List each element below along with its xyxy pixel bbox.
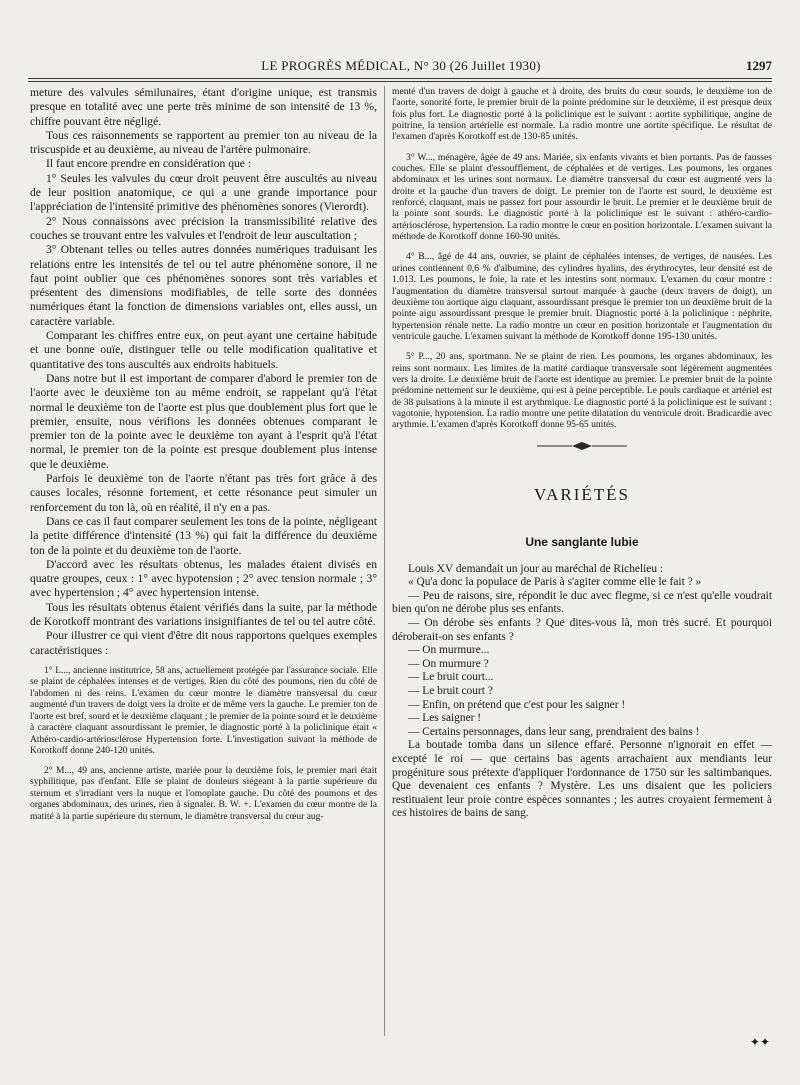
left-body-text (30, 86, 377, 658)
header-rule (28, 78, 772, 79)
divider-flourish (537, 441, 627, 451)
paragraph: — Certains personnages, dans leur sang, prendraient des bains ! (408, 725, 700, 738)
right-column (392, 86, 772, 821)
case-report: 3° W..., ménagère, âgée de 49 ans. Mariée, six enfants vivants et bien portants. Pas de fausses couches. Elle se plaint d'essoufflement, de céphalées et de vertiges. Les poumons, les organes abdominaux et les urines sont normaux. Le diamètre transversal du cœur est augmenté vers la droite et la gauche d'un travers de doigt. Le premier ton de l'aorte est sourd, le deuxième est renforcé, claquant, mais ne passez fort pour assourdir le bruit. Le premier et le deuxième bruit de la pointe sont sourds. Le diagnostic porté à la policlinique est le suivant : athéro-cardio-artériosclérose, hypertension. La radio montre le cœur en position horizontale. L'examen suivant la méthode de Korotkoff donne 160-90 unités. (392, 151, 772, 243)
case-report: 2° M..., 49 ans, ancienne artiste, mariée pour la deuxième fois, le premier mari était syphilitique, pas d'enfant. Elle se plaint de douleurs siégeant à la partie supérieure du sternum et s'irradiant vers la nuque et l'omoplate gauche. Du côté des poumons et des organes abdominaux, des urines, rien à signaler. B. W. +. L'examen du cœur montre de la matité à la partie supérieure du sternum, le diamètre transversal du cœur aug- (30, 765, 377, 822)
article-body (392, 563, 772, 821)
paragraph: La boutade tomba dans un silence effaré. Personne n'ignorait en effet — excepté le roi — que certains bas agents arrachaient aux mendiants leur progéniture sous prétexte d'appliquer l'ordonnance de 1750 sur les saltimbanques. Que devenaient ces enfants ? Mystère. Les uns disaient que les policiers restituaient leur proie contre espèces sonnantes ; les autres croyaient fermement à ces histoires de bains de sang. (392, 739, 772, 820)
paragraph: 1° Seules les valvules du cœur droit peuvent être auscultés au niveau de leur position anatomique, ce qui a une grande importance pour l'appréciation de l'intensité primitive des phénomènes sonores (Vierordt). (30, 171, 377, 214)
paragraph: — Peu de raisons, sire, répondit le duc avec flegme, si ce n'est qu'elle voudrait bien qu'on ne dérobe plus ses enfants. (392, 589, 772, 616)
paragraph: Dans ce cas il faut comparer seulement les tons de la pointe, négligeant la petite différence d'intensité (13 %) qui fait la différence du deuxième ton de la pointe et du deuxième ton de l'aorte. (30, 514, 377, 557)
paragraph: Tous les résultats obtenus étaient vérifiés dans la suite, par la méthode de Korotkoff montrant des variations insignifiantes de tel ou tel autre côté. (30, 600, 377, 628)
paragraph: meture des valvules sémilunaires, étant d'origine unique, est transmis presque en totalité avec une perte très minime de son intensité de 13 %, chiffre pouvant être négligé. (30, 86, 377, 128)
end-ornament-icon: ✦✦ (749, 1035, 770, 1049)
section-divider (392, 440, 772, 455)
paragraph: Il faut encore prendre en considération que : (46, 157, 252, 171)
case-reports (30, 666, 377, 824)
paragraph: — Enfin, on prétend que c'est pour les saigner ! (408, 698, 626, 711)
case-report: menté d'un travers de doigt à gauche et à droite, des bruits du cœur sourds, le deuxième ton de l'aorte, sonorité forte, le premier bruit de la pointe prédomine sur le deuxième, il est presque deux fois plus fort. Le diagnostic porté à la policlinique est le suivant : aortite syphilitique, angine de poitrine, la tension artérielle est normale. La radio montre une aortite spécifique. Le résultat de l'examen d'après Korotkoff est de 130-85 unités. (392, 86, 772, 143)
case-reports-continued (392, 86, 772, 431)
journal-title: LE PROGRÈS MÉDICAL, N° 30 (26 Juillet 1930) (261, 58, 541, 73)
paragraph: 2° Nous connaissons avec précision la transmissibilité relative des couches se trouvant entre les valvules et l'endroit de leur auscultation ; (30, 214, 377, 242)
paragraph: — On dérobe ses enfants ? Que dites-vous là, mon très sucré. Et pourquoi déroberait-on ses enfants ? (392, 617, 772, 643)
paragraph: — Les saigner ! (408, 712, 482, 725)
running-header (30, 58, 772, 78)
case-report: 4° B..., âgé de 44 ans, ouvrier, se plaint de céphalées intenses, de vertiges, de nausées. Les urines contiennent 0,6 % d'albumine, des cylindres hyalins, des érythrocytes, leur densité est de 1.013. Les poumons, le foie, la rate et les intestins sont normaux. L'examen du cœur montre : l'augmentation du diamètre transversal surtout marquée à gauche (deux travers de doigt), un deuxième ton aortique aigu claquant, assourdissant presque le premier ton un deuxième bruit de la pointe aigu assourdissant presque le premier bruit. Diagnostic porté à la policlinique : néphrite, hypertension rénale nette. La radio montre un cœur en position horizontale et l'augmentation du ventricule gauche. L'examen suivant la méthode de Korotkoff donne 195-130 unités. (392, 251, 772, 342)
paragraph: — Le bruit court ? (408, 684, 493, 697)
column-divider (384, 86, 385, 1036)
page-number: 1297 (746, 58, 772, 73)
article-title: Une sanglante lubie (525, 534, 639, 549)
paragraph: Comparant les chiffres entre eux, on peut ayant une certaine habitude et une bonne ouïe, distinguer telle ou telle modification qualitative et quantitative des tons auscultés aux endroits habituels. (30, 329, 377, 371)
paragraph: Pour illustrer ce qui vient d'être dit nous rapportons quelques exemples caractéristiques : (30, 629, 377, 657)
header-rule-double (28, 81, 772, 82)
paragraph: Dans notre but il est important de comparer d'abord le premier ton de l'aorte avec le deuxième ton au même endroit, se rappelant qu'à l'état normal le deuxième ton de l'aorte est plus que doublement plus fort que le premier, ensuite, nous vérifions les données obtenues comparant le premier ton de la pointe avec le deuxième ton ayant à l'esprit qu'à l'état normal, le premier ton de la pointe est presque doublement plus intense que le deuxième. (30, 371, 377, 471)
paragraph: — On murmure ? (408, 657, 489, 670)
paragraph: « Qu'a donc la populace de Paris à s'agiter comme elle le fait ? » (408, 576, 702, 589)
left-column (30, 86, 377, 831)
section-title: VARIÉTÉS (534, 484, 630, 504)
paragraph: 3° Obtenant telles ou telles autres données numériques traduisant les relations entre les intensités de tel ou tel autre phénomène sonore, il ne faut point oublier que ces phénomènes sonores sont très variables et présentent des dimensions modifiables, de telle sorte des données numériques étant la fonction de dimensions variables ont, elles aussi, un caractère variable. (30, 243, 377, 328)
paragraph: Parfois le deuxième ton de l'aorte n'étant pas très fort grâce à des causes locales, résonne fortement, et cette résonance peut simuler un renforcement du ton là, où en réalité, il n'y en a pas. (30, 472, 377, 514)
paragraph: — Le bruit court... (408, 671, 494, 684)
paragraph: Louis XV demandait un jour au maréchal de Richelieu : (408, 562, 664, 575)
case-report: 1° L..., ancienne institutrice, 58 ans, actuellement protégée par l'assurance sociale. Elle se plaint de céphalées intenses et de vertiges. Rien du côté des poumons, rien du côté de l'abdomen ni des reins. L'examen du cœur montre le diamètre transversal du cœur augmenté d'un travers de doigt vers la droite et de même vers la gauche. Le premier ton de l'aorte est bref, sourd et le deuxième claquant ; le premier de la pointe sourd et le deuxième à caractère claquant assourdissant le premier, le diagnostic porté à la policlinique était « Athéro-cardio-artériosclérose Hypertension forte. L'investigation suivant la méthode de Korotkoff donne 240-120 unités. (30, 665, 377, 757)
paragraph: — On murmure... (408, 644, 490, 657)
paragraph: D'accord avec les résultats obtenus, les malades étaient divisés en quatre groupes, ceux : 1° avec hypotension ; 2° avec tension normale ; 3° avec hypertension ; 4° avec hypertension intense. (30, 557, 377, 600)
paragraph: Tous ces raisonnements se rapportent au premier ton au niveau de la triscuspide et au deuxième, au niveau de l'artère pulmonaire. (30, 128, 377, 157)
case-report: 5° P..., 20 ans, sportmann. Ne se plaint de rien. Les poumons, les organes abdominaux, les reins sont normaux. Les limites de la matité cardiaque transversale sont légèrement augmentées vers la droite. Le deuxième bruit de l'aorte est identique au premier. Le premier bruit de la pointe prédomine nettement sur le deuxième, qui est à peine perceptible. Le pouls cardiaque et artériel est de 38 pulsations à la minute il est arythmique. Le diagnostic porté à la policlinique est le suivant : vagotonie, hypotension. La radio montre une petite dilatation du ventricule droit. Bradicardie avec arythmie. L'examen d'après Korotkoff donne 95-65 unités. (392, 351, 772, 431)
